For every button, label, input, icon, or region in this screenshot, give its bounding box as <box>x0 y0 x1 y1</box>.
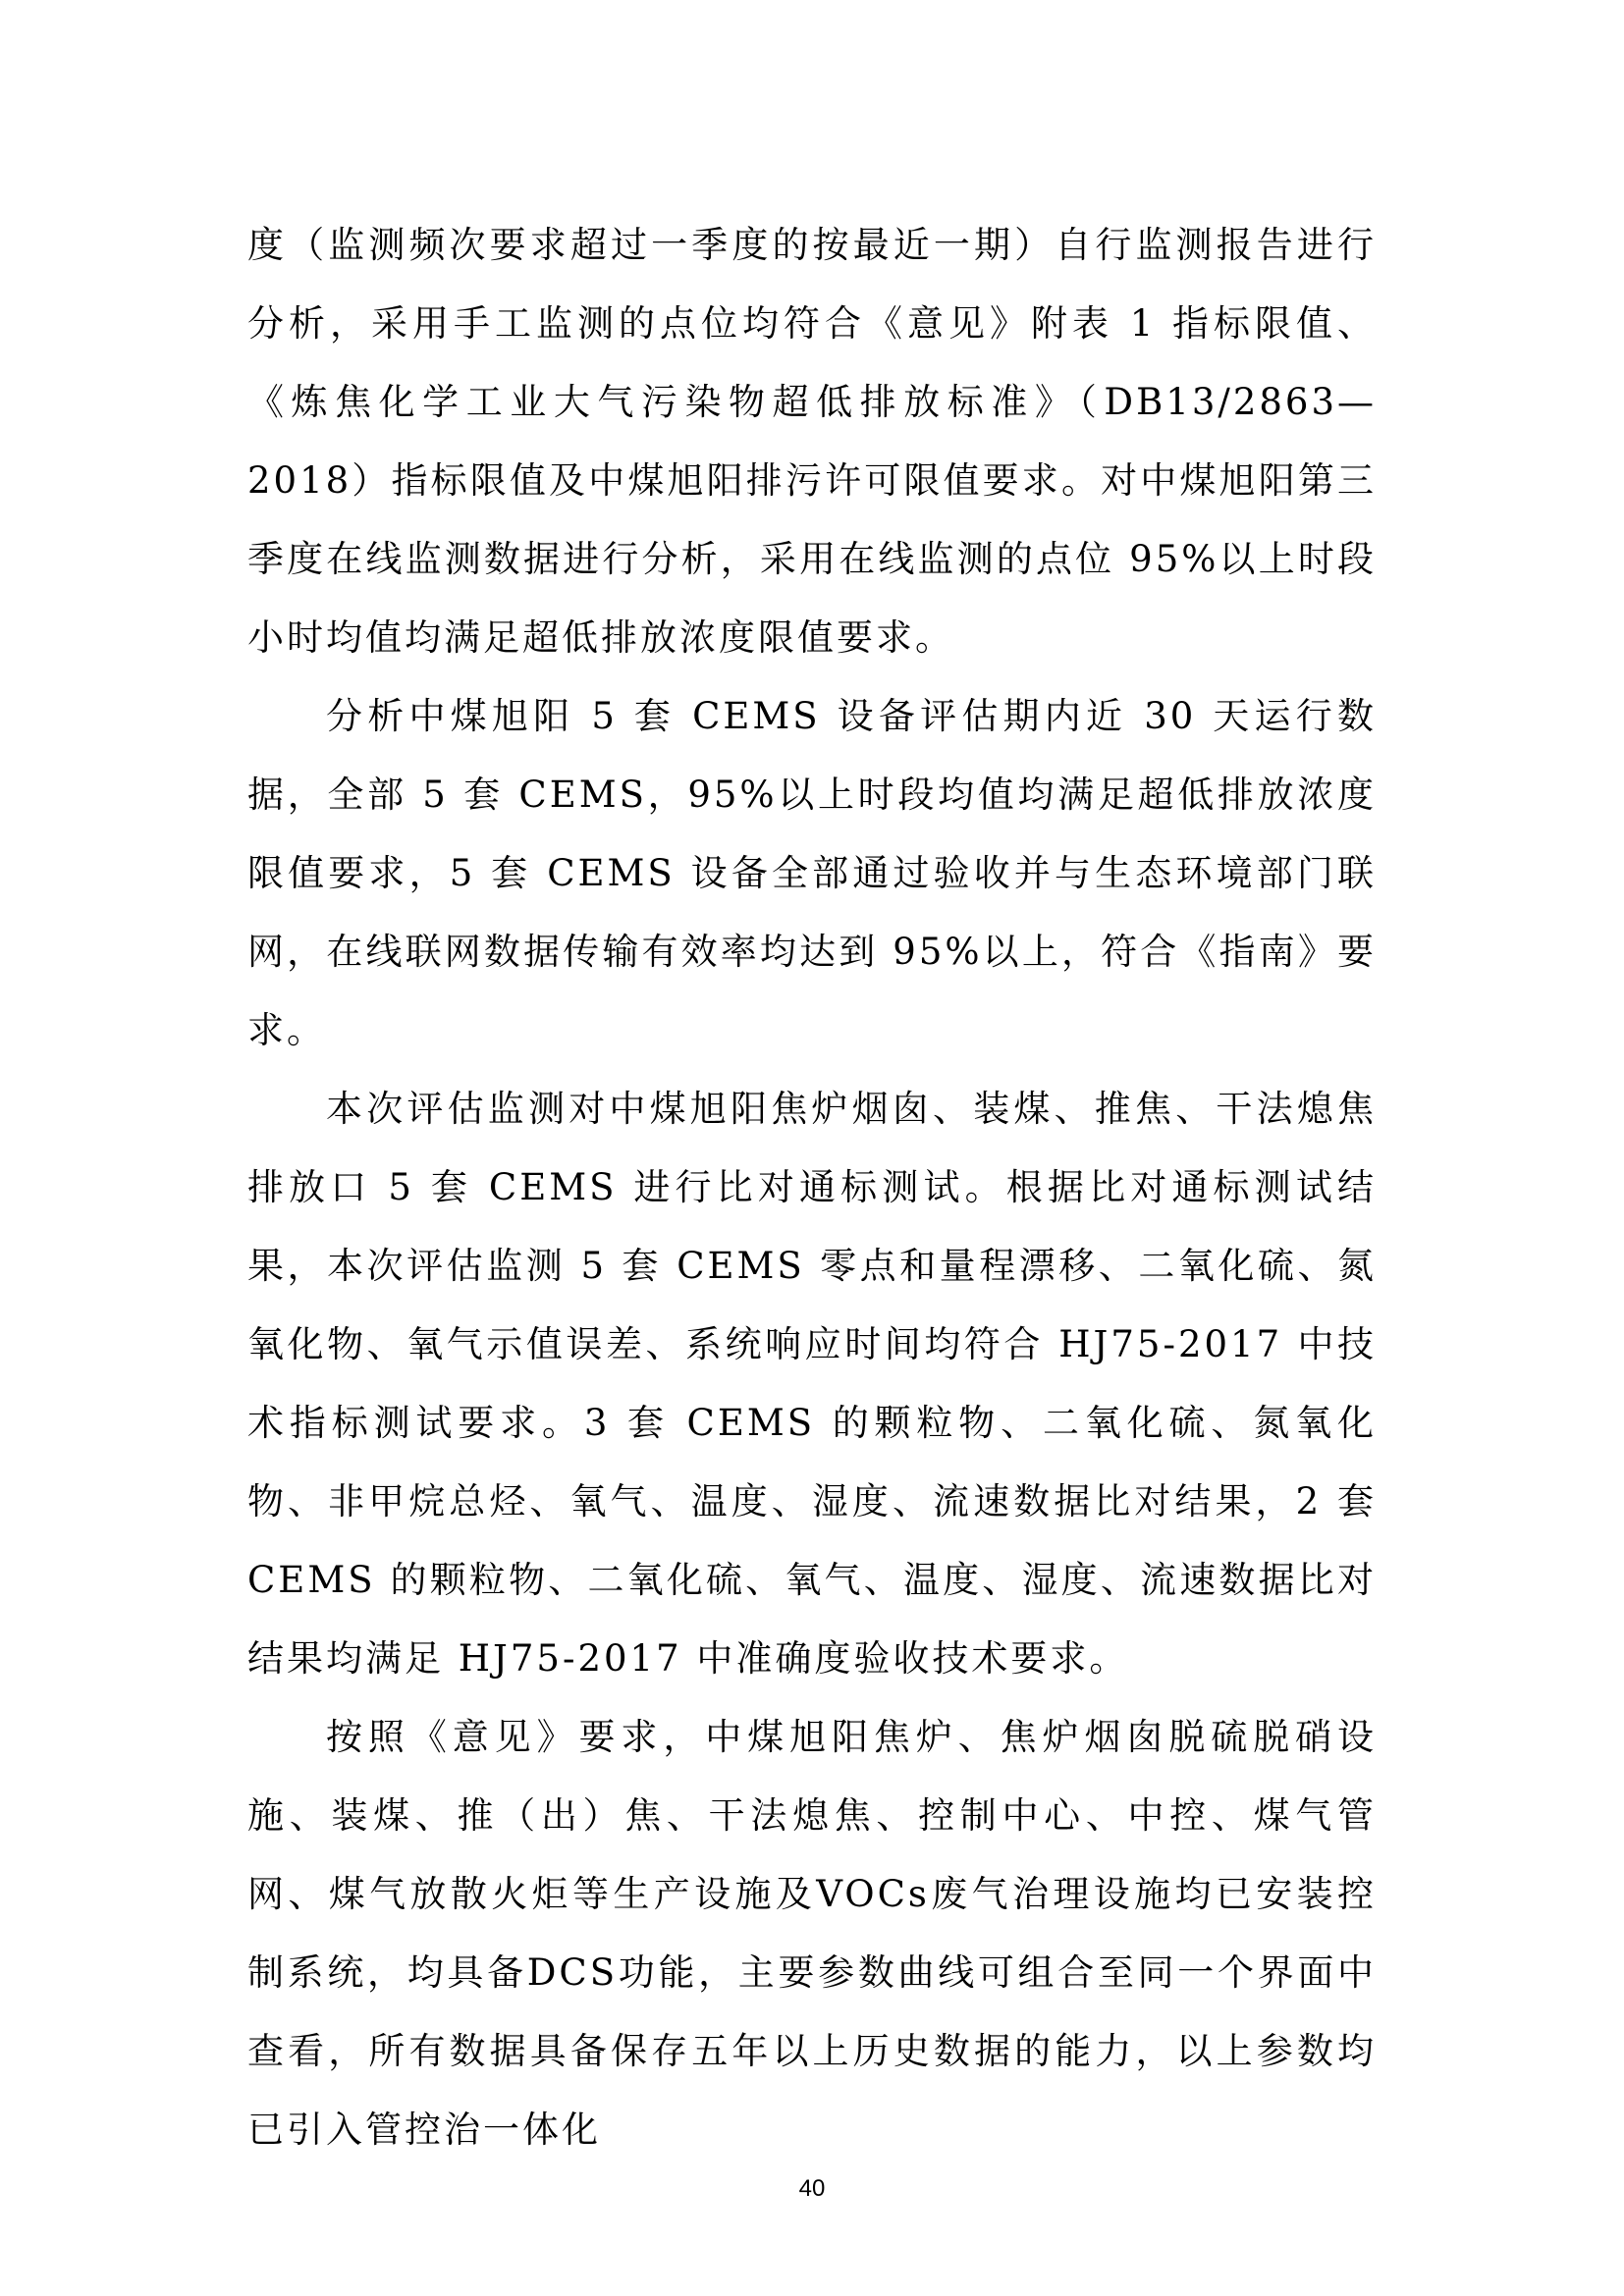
paragraph-comparison-test: 本次评估监测对中煤旭阳焦炉烟囱、装煤、推焦、干法熄焦排放口 5 套 CEMS 进行比对通标测试。根据比对通标测试结果，本次评估监测 5 套 CEMS 零点和量程漂移、二氧化硫、氮氧化物、氧气示值误差、系统响应时间均符合 HJ75-2017 中技术指标测试要求。3 套 CEMS 的颗粒物、二氧化硫、氮氧化物、非甲烷总烃、氧气、温度、湿度、流速数据比对结果，2 套 CEMS 的颗粒物、二氧化硫、氧气、温度、湿度、流速数据比对结果均满足 HJ75-2017 中准确度验收技术要求。 <box>247 1088 1377 1680</box>
page-number: 40 <box>798 2175 826 2202</box>
paragraph-continued: 度（监测频次要求超过一季度的按最近一期）自行监测报告进行分析，采用手工监测的点位均符合《意见》附表 1 指标限值、《炼焦化学工业大气污染物超低排放标准》（DB13/2863—2018）指标限值及中煤旭阳排污许可限值要求。对中煤旭阳第三季度在线监测数据进行分析，采用在线监测的点位 95%以上时段小时均值均满足超低排放浓度限值要求。 <box>247 224 1377 659</box>
paragraph-cems-operation: 分析中煤旭阳 5 套 CEMS 设备评估期内近 30 天运行数据，全部 5 套 CEMS，95%以上时段均值均满足超低排放浓度限值要求，5 套 CEMS 设备全部通过验收并与生态环境部门联网，在线联网数据传输有效率均达到 95%以上，符合《指南》要求。 <box>247 695 1377 1051</box>
paragraph-dcs-control: 按照《意见》要求，中煤旭阳焦炉、焦炉烟囱脱硫脱硝设施、装煤、推（出）焦、干法熄焦、控制中心、中控、煤气管网、煤气放散火炬等生产设施及VOCs废气治理设施均已安装控制系统，均具备DCS功能，主要参数曲线可组合至同一个界面中查看，所有数据具备保存五年以上历史数据的能力，以上参数均已引入管控治一体化 <box>247 1716 1377 2151</box>
body-text <box>247 206 1377 2169</box>
